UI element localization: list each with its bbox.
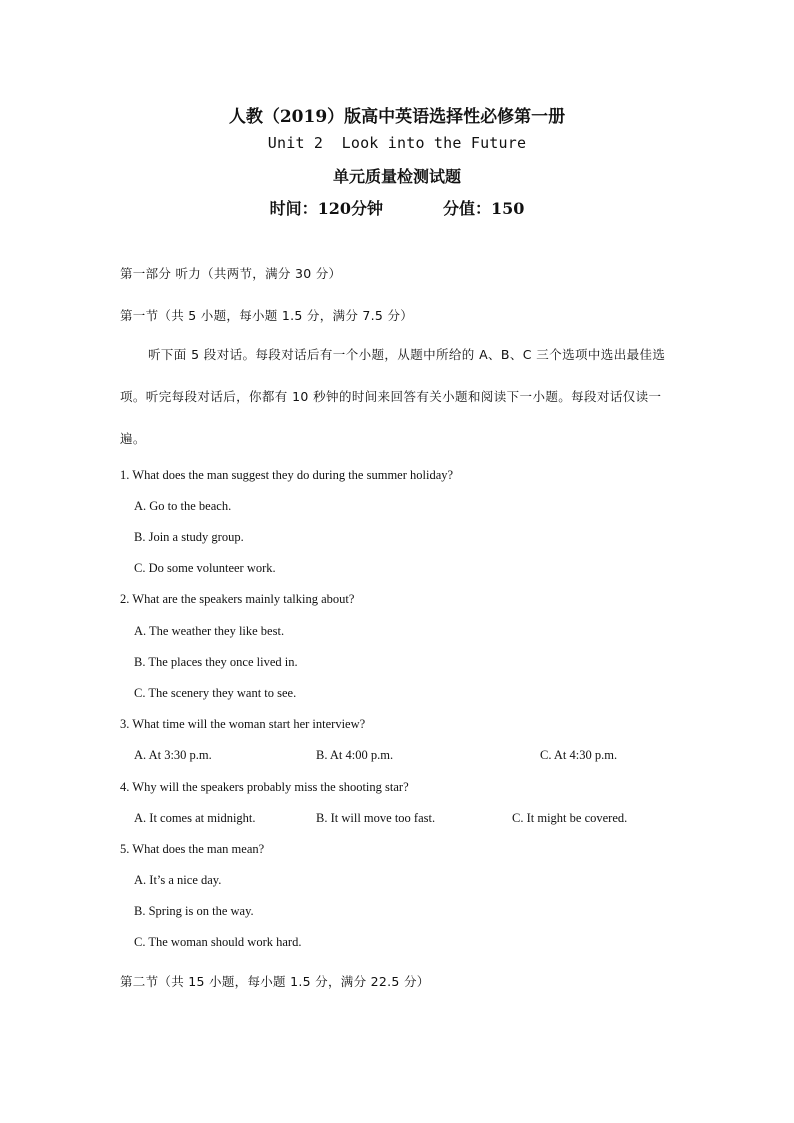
- question-4: 4. Why will the speakers probably miss the shooting star?: [120, 780, 409, 794]
- question-5-option-b: B. Spring is on the way.: [134, 904, 254, 918]
- time-limit: 时间：120分钟: [269, 199, 383, 218]
- question-3: 3. What time will the woman start her interview?: [120, 717, 366, 731]
- question-2-option-a: A. The weather they like best.: [134, 624, 285, 638]
- question-3-option-b: B. At 4:00 p.m.: [316, 748, 394, 762]
- question-1-option-c: C. Do some volunteer work.: [134, 561, 276, 575]
- question-2-option-c: C. The scenery they want to see.: [134, 686, 297, 700]
- question-5-option-a: A. It’s a nice day.: [134, 873, 222, 887]
- question-3-option-a: A. At 3:30 p.m.: [134, 748, 212, 762]
- question-1-option-a: A. Go to the beach.: [134, 499, 232, 513]
- question-1-option-b: B. Join a study group.: [134, 530, 244, 544]
- question-4-option-a: A. It comes at midnight.: [134, 811, 256, 825]
- unit-title: Unit 2 Look into the Future: [267, 134, 527, 152]
- document-title: 人教（2019）版高中英语选择性必修第一册: [228, 107, 566, 127]
- question-1: 1. What does the man suggest they do during the summer holiday?: [120, 468, 454, 482]
- question-2-option-b: B. The places they once lived in.: [134, 655, 298, 669]
- section1-heading: 第一节（共 5 小题，每小题 1.5 分，满分 7.5 分）: [120, 308, 414, 323]
- question-5-option-c: C. The woman should work hard.: [134, 935, 302, 949]
- exam-info: [0, 196, 794, 219]
- total-score: 分值：150: [443, 199, 525, 218]
- part1-heading: 第一部分 听力（共两节，满分 30 分）: [120, 266, 342, 281]
- section2-heading: 第二节（共 15 小题，每小题 1.5 分，满分 22.5 分）: [120, 974, 430, 989]
- question-4-option-b: B. It will move too fast.: [316, 811, 436, 825]
- section1-instructions: 听下面 5 段对话。每段对话后有一个小题，从题中所给的 A、B、C 三个选项中选出最佳选项。听完每段对话后，你都有 10 秒钟的时间来回答有关小题和阅读下一小题。每段对话仅读一遍。: [120, 347, 666, 446]
- question-3-option-c: C. At 4:30 p.m.: [540, 748, 618, 762]
- question-4-option-c: C. It might be covered.: [512, 811, 628, 825]
- question-2: 2. What are the speakers mainly talking about?: [120, 592, 355, 606]
- question-5: 5. What does the man mean?: [120, 842, 265, 856]
- exam-name: 单元质量检测试题: [332, 167, 461, 186]
